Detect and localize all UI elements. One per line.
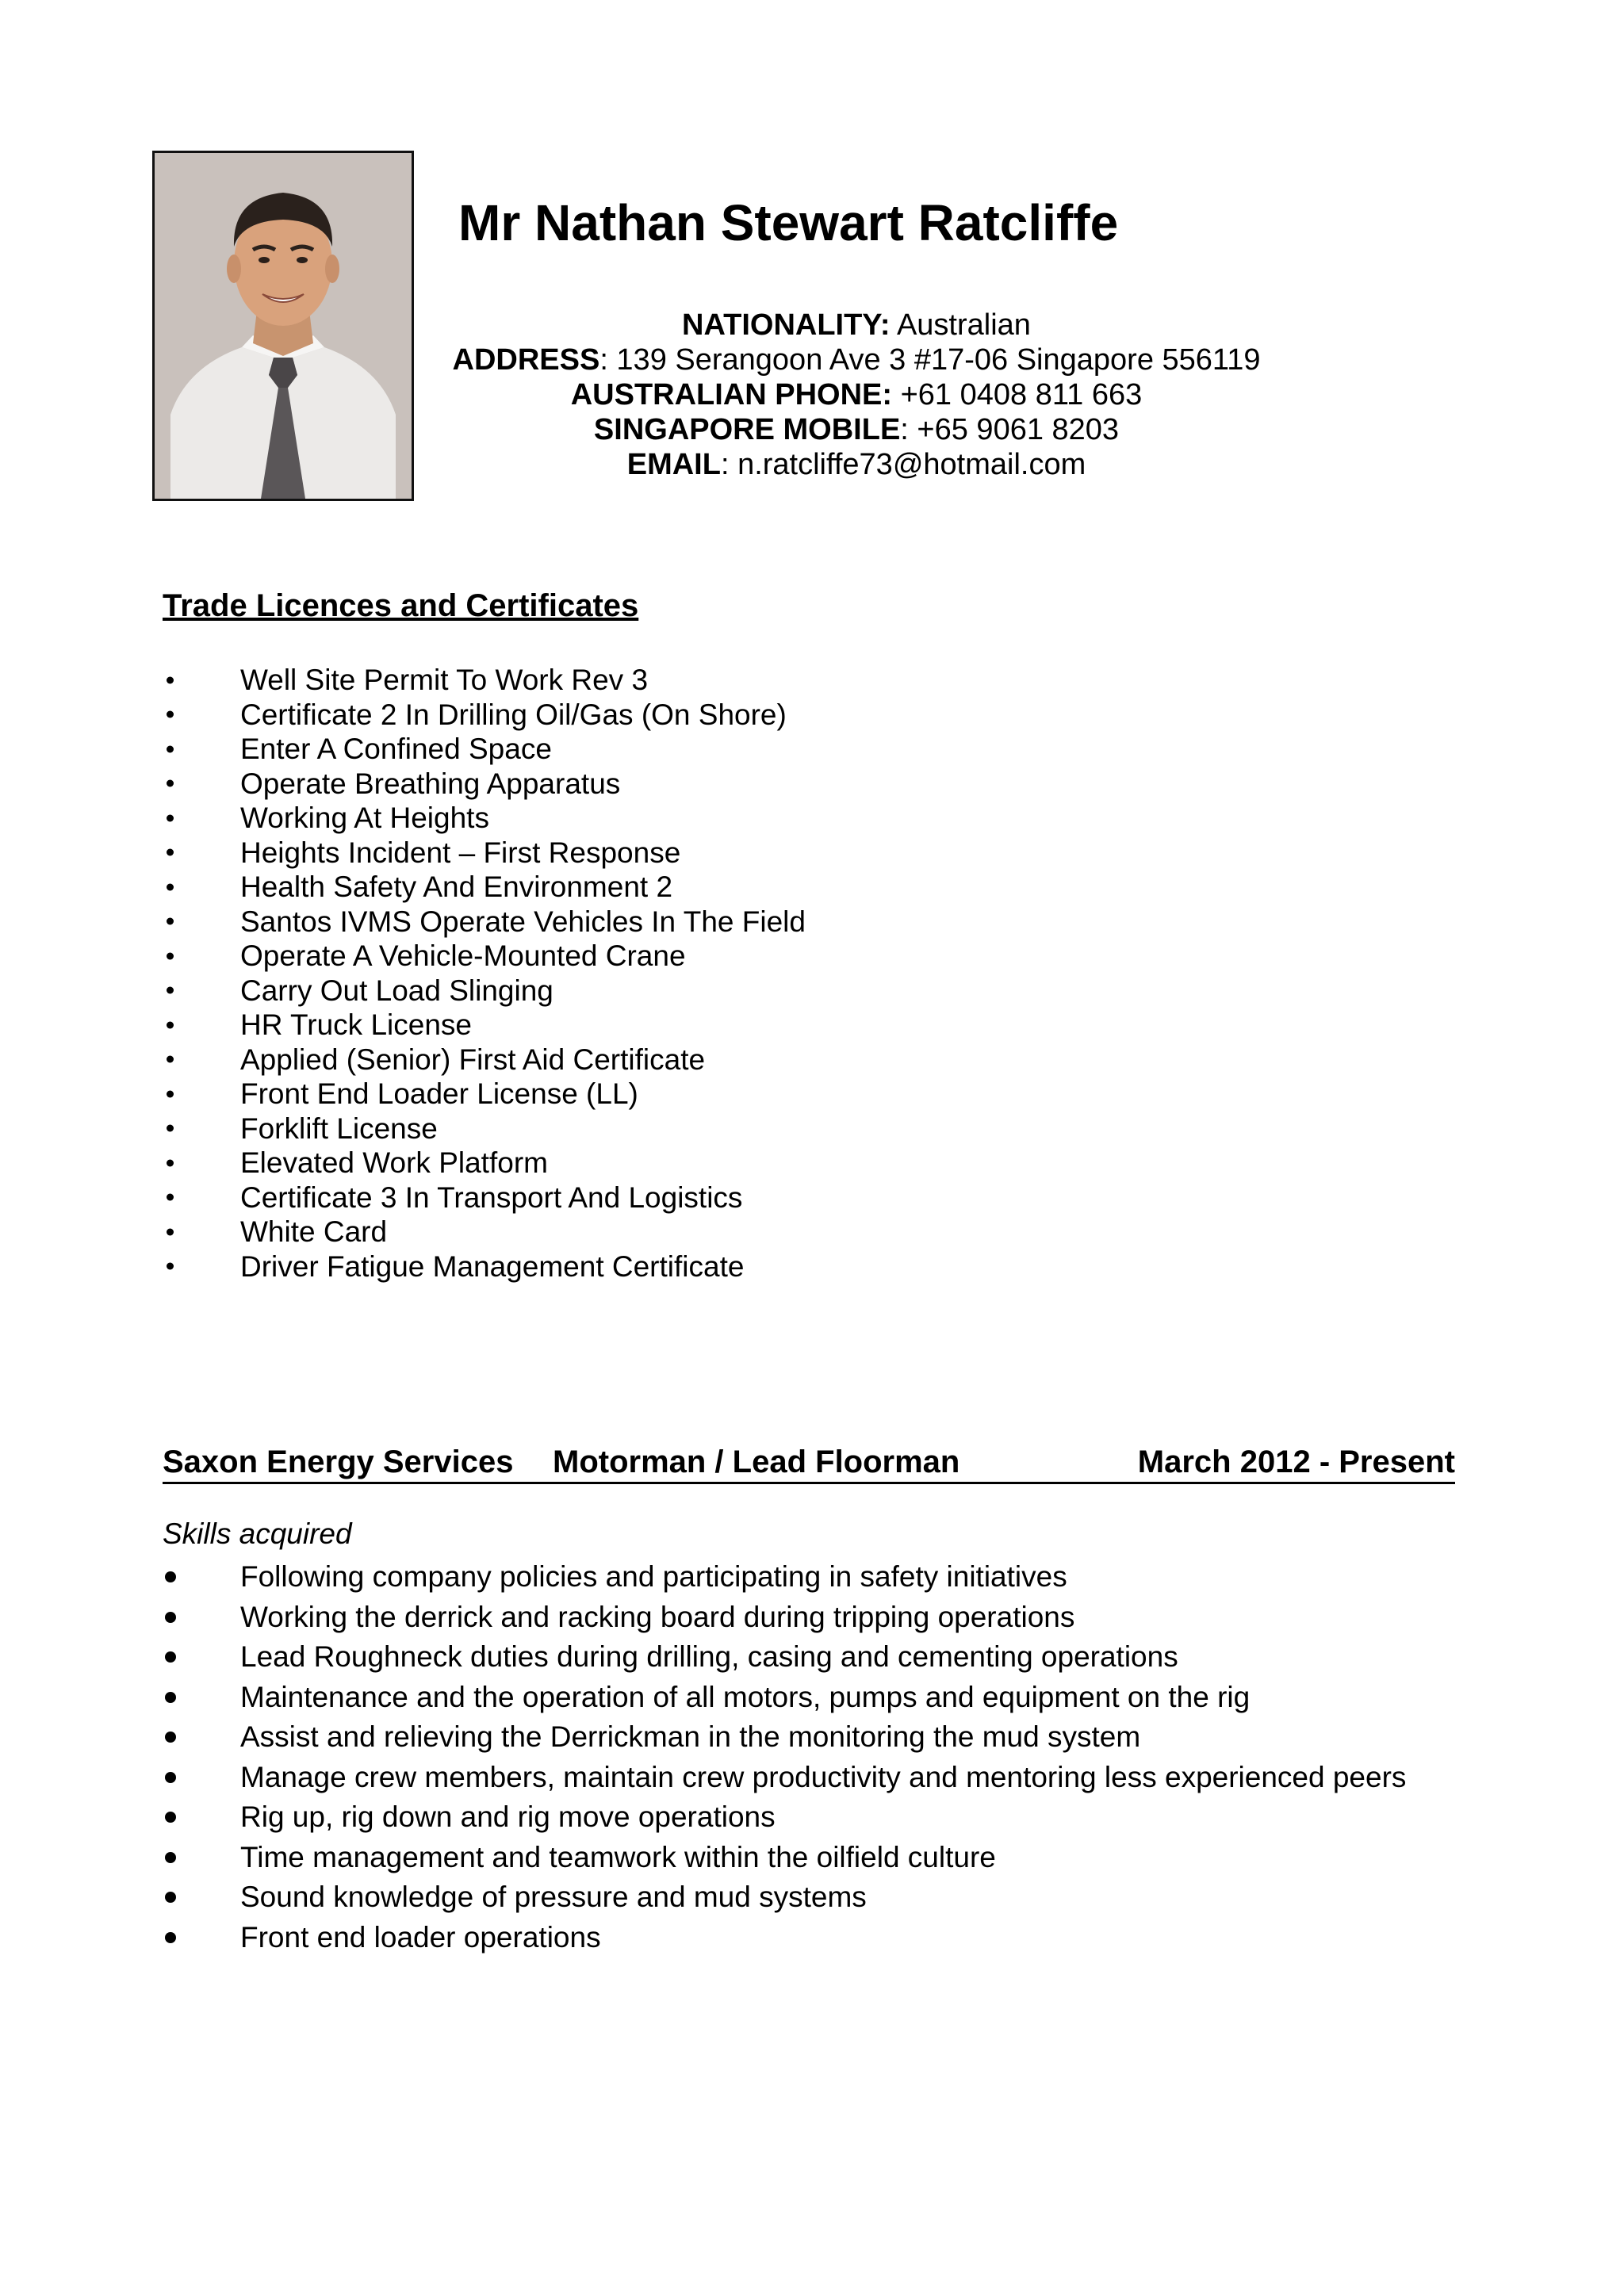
bullet-icon xyxy=(165,1651,176,1663)
licence-item-text: Heights Incident – First Response xyxy=(240,836,681,869)
skill-item xyxy=(163,1838,1406,1878)
skill-item xyxy=(163,1717,1406,1758)
licence-item xyxy=(163,1181,806,1215)
nationality-row xyxy=(420,308,1293,342)
address-label: ADDRESS xyxy=(452,343,600,377)
nationality-label: NATIONALITY: xyxy=(682,308,891,342)
profile-photo xyxy=(152,151,414,501)
bullet-icon xyxy=(167,1263,174,1270)
licence-item xyxy=(163,801,806,836)
licence-item-text: Elevated Work Platform xyxy=(240,1146,548,1179)
licences-list xyxy=(163,663,806,1284)
licence-item-text: Applied (Senior) First Aid Certificate xyxy=(240,1043,706,1076)
bullet-icon xyxy=(167,849,174,856)
skills-list xyxy=(163,1557,1406,1957)
australian-phone-label: AUSTRALIAN PHONE: xyxy=(570,378,893,411)
singapore-mobile-value: : +65 9061 8203 xyxy=(900,413,1120,446)
email-row xyxy=(420,447,1293,482)
licence-item xyxy=(163,1043,806,1077)
skill-item xyxy=(163,1637,1406,1678)
bullet-icon xyxy=(167,1228,174,1235)
licence-item-text: Health Safety And Environment 2 xyxy=(240,871,673,903)
licence-item xyxy=(163,870,806,905)
bullet-icon xyxy=(165,1692,176,1703)
licence-item xyxy=(163,732,806,767)
bullet-icon xyxy=(167,987,174,994)
address-row xyxy=(420,342,1293,377)
address-value: : 139 Serangoon Ave 3 #17-06 Singapore 556119 xyxy=(599,343,1261,377)
bullet-icon xyxy=(167,1159,174,1166)
skill-item-text: Lead Roughneck duties during drilling, casing and cementing operations xyxy=(240,1640,1178,1673)
licence-item-text: Working At Heights xyxy=(240,802,489,834)
licence-item xyxy=(163,905,806,939)
bullet-icon xyxy=(167,745,174,752)
skill-item xyxy=(163,1758,1406,1798)
licence-item-text: Certificate 3 In Transport And Logistics xyxy=(240,1181,743,1214)
skill-item xyxy=(163,1678,1406,1718)
licence-item-text: Driver Fatigue Management Certificate xyxy=(240,1249,745,1283)
bullet-icon xyxy=(167,676,174,683)
bullet-icon xyxy=(167,711,174,718)
skill-item-text: Working the derrick and racking board during tripping operations xyxy=(240,1600,1075,1633)
australian-phone-value: +61 0408 811 663 xyxy=(892,378,1143,411)
bullet-icon xyxy=(165,1732,176,1743)
skill-item-text: Sound knowledge of pressure and mud systems xyxy=(240,1881,867,1913)
licence-item xyxy=(163,1146,806,1181)
skill-item-text: Following company policies and participating in safety initiatives xyxy=(240,1560,1067,1593)
skill-item-text: Assist and relieving the Derrickman in the monitoring the mud system xyxy=(240,1720,1141,1753)
skill-item-text: Maintenance and the operation of all motors, pumps and equipment on the rig xyxy=(240,1680,1251,1713)
australian-phone-row xyxy=(420,377,1293,412)
email-value: : n.ratcliffe73@hotmail.com xyxy=(720,448,1086,481)
skill-item-text: Front end loader operations xyxy=(240,1920,601,1954)
skills-label: Skills acquired xyxy=(163,1517,352,1550)
licence-item xyxy=(163,939,806,974)
job-company: Saxon Energy Services xyxy=(163,1445,514,1479)
licence-item-text: Operate A Vehicle-Mounted Crane xyxy=(240,939,686,972)
skill-item-text: Manage crew members, maintain crew productivity and mentoring less experienced peers xyxy=(240,1760,1407,1793)
job-role: Motorman / Lead Floorman xyxy=(553,1445,960,1479)
licence-item-text: Well Site Permit To Work Rev 3 xyxy=(240,664,649,696)
nationality-value: Australian xyxy=(890,308,1031,342)
bullet-icon xyxy=(167,1194,174,1201)
licence-item xyxy=(163,663,806,698)
bullet-icon xyxy=(167,883,174,890)
contact-block xyxy=(420,308,1293,482)
skill-item xyxy=(163,1557,1406,1598)
email-label: EMAIL xyxy=(626,448,721,481)
bullet-icon xyxy=(167,1090,174,1097)
licence-item xyxy=(163,1215,806,1249)
bullet-icon xyxy=(165,1772,176,1783)
bullet-icon xyxy=(165,1892,176,1903)
bullet-icon xyxy=(165,1932,176,1943)
licence-item xyxy=(163,767,806,802)
bullet-icon xyxy=(165,1812,176,1823)
bullet-icon xyxy=(165,1612,176,1623)
licence-item xyxy=(163,1249,806,1284)
licence-item xyxy=(163,698,806,733)
licence-item-text: Front End Loader License (LL) xyxy=(240,1077,638,1110)
licence-item xyxy=(163,1008,806,1043)
job-header-underline xyxy=(163,1482,1455,1484)
job-dates: March 2012 - Present xyxy=(1137,1445,1455,1479)
bullet-icon xyxy=(167,918,174,925)
bullet-icon xyxy=(167,1021,174,1028)
licence-item-text: Santos IVMS Operate Vehicles In The Field xyxy=(240,905,806,938)
singapore-mobile-row xyxy=(420,412,1293,447)
licence-item xyxy=(163,974,806,1008)
licence-item-text: Enter A Confined Space xyxy=(240,733,552,765)
licence-item-text: White Card xyxy=(240,1215,388,1248)
skill-item xyxy=(163,1918,1406,1958)
skill-item-text: Time management and teamwork within the oilfield culture xyxy=(240,1840,996,1873)
licence-item xyxy=(163,1077,806,1112)
candidate-name: Mr Nathan Stewart Ratcliffe xyxy=(458,194,1119,251)
licence-item xyxy=(163,836,806,871)
licence-item-text: HR Truck License xyxy=(240,1008,472,1041)
bullet-icon xyxy=(167,780,174,787)
licences-section-title: Trade Licences and Certificates xyxy=(163,588,639,623)
skill-item xyxy=(163,1598,1406,1638)
skill-item xyxy=(163,1877,1406,1918)
skill-item-text: Rig up, rig down and rig move operations xyxy=(240,1800,776,1833)
licence-item-text: Operate Breathing Apparatus xyxy=(240,767,621,800)
bullet-icon xyxy=(165,1571,176,1582)
bullet-icon xyxy=(165,1852,176,1863)
bullet-icon xyxy=(167,1125,174,1132)
licence-item xyxy=(163,1112,806,1146)
skill-item xyxy=(163,1797,1406,1838)
bullet-icon xyxy=(167,814,174,821)
bullet-icon xyxy=(167,952,174,959)
licence-item-text: Forklift License xyxy=(240,1112,438,1145)
singapore-mobile-label: SINGAPORE MOBILE xyxy=(593,413,901,446)
bullet-icon xyxy=(167,1056,174,1063)
licence-item-text: Certificate 2 In Drilling Oil/Gas (On Shore) xyxy=(240,698,787,731)
licence-item-text: Carry Out Load Slinging xyxy=(240,974,553,1007)
